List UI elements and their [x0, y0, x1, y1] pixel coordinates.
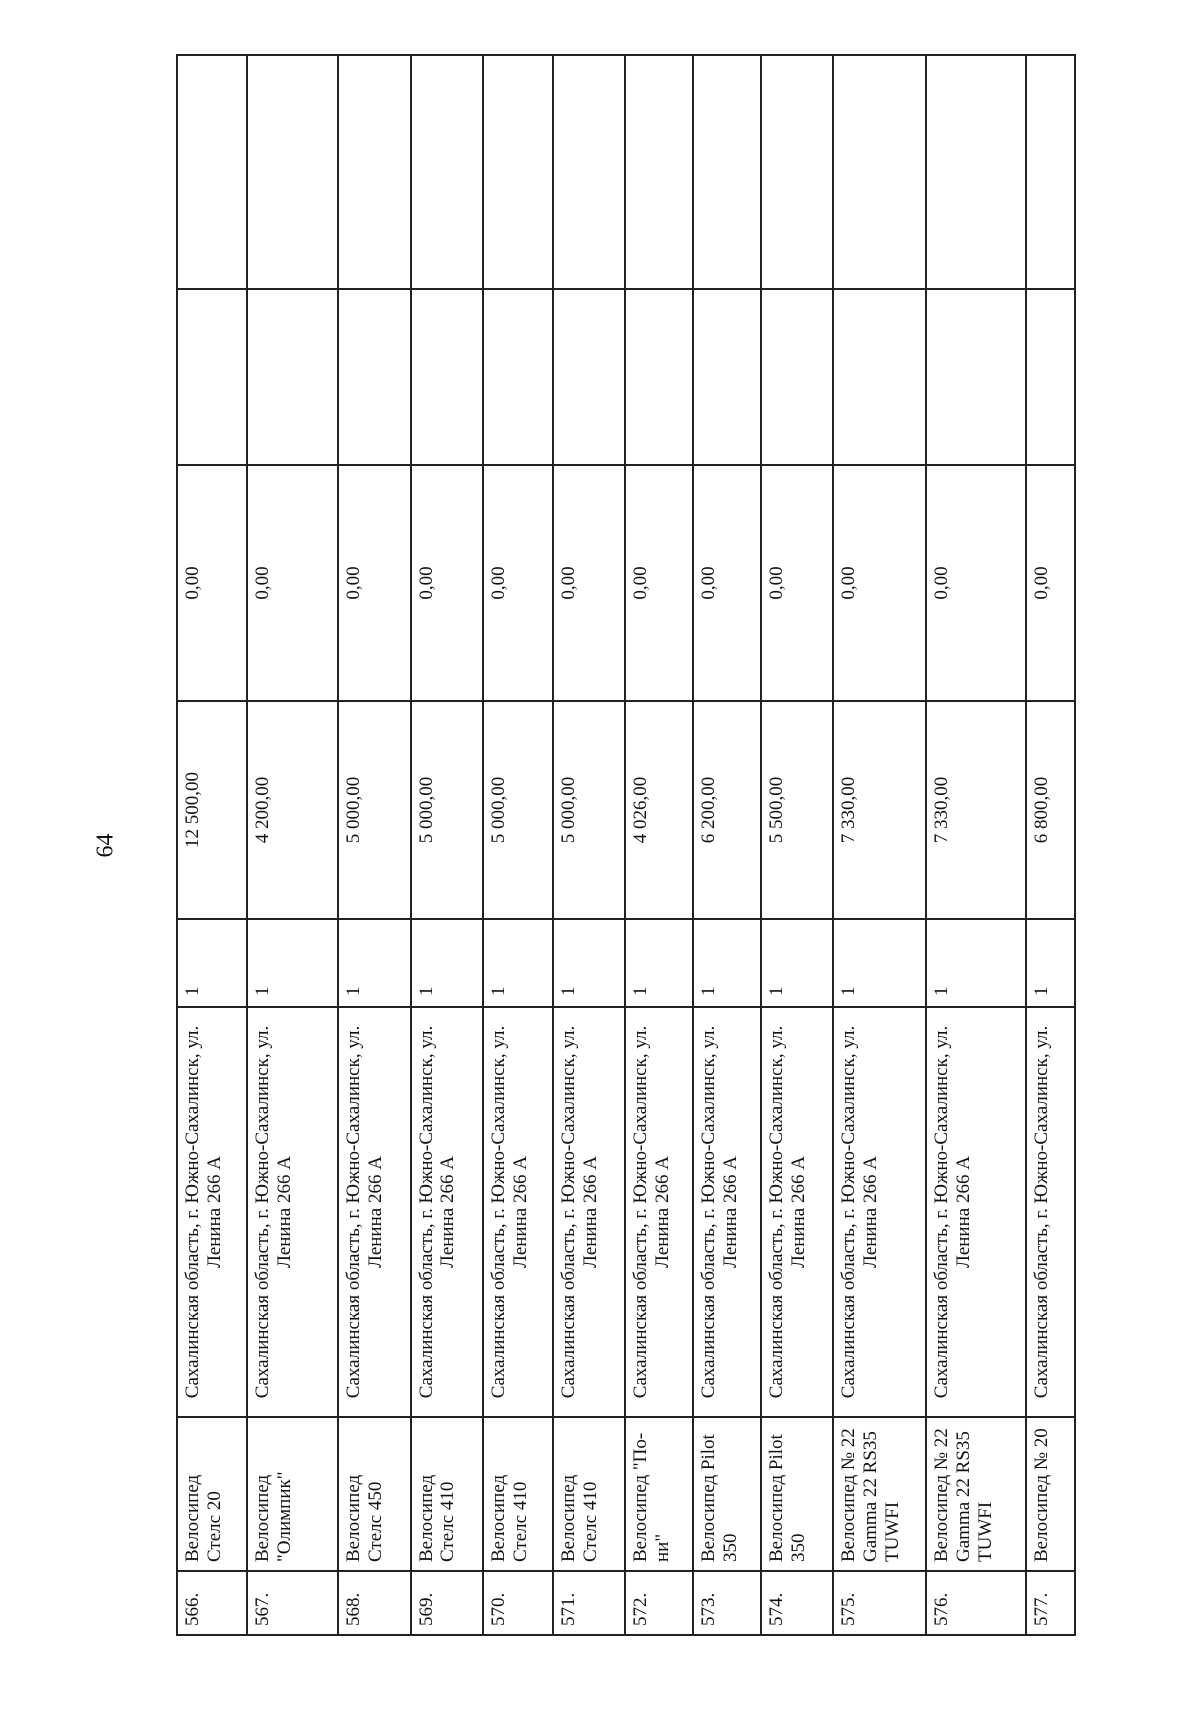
table-row	[625, 55, 693, 1635]
empty-cell	[1026, 289, 1075, 465]
residual-value: 0,00	[247, 465, 338, 701]
residual-value: 0,00	[411, 465, 483, 701]
residual-value: 0,00	[926, 465, 1026, 701]
asset-address: Сахалинская область, г. Южно-Сахалинск, ул. Ленина 266 А	[833, 1007, 926, 1417]
row-number: 576.	[926, 1571, 1026, 1635]
asset-quantity: 1	[247, 919, 338, 1007]
table-row	[483, 55, 553, 1635]
asset-price: 5 000,00	[338, 701, 410, 919]
asset-name: Велосипед Pilot 350	[693, 1417, 761, 1571]
asset-name: Велосипед № 20	[1026, 1417, 1075, 1571]
row-number: 577.	[1026, 1571, 1075, 1635]
asset-address: Сахалинская область, г. Южно-Сахалинск, ул. Ленина 266 А	[761, 1007, 833, 1417]
table-row	[338, 55, 410, 1635]
asset-quantity: 1	[926, 919, 1026, 1007]
asset-quantity: 1	[553, 919, 625, 1007]
asset-name: Велосипед Стелс 410	[483, 1417, 553, 1571]
asset-quantity: 1	[693, 919, 761, 1007]
asset-quantity: 1	[625, 919, 693, 1007]
empty-cell	[761, 289, 833, 465]
asset-name: Велосипед Pilot 350	[761, 1417, 833, 1571]
asset-price: 7 330,00	[833, 701, 926, 919]
asset-name: Велосипед Стелс 20	[177, 1417, 247, 1571]
asset-address: Сахалинская область, г. Южно-Сахалинск, ул. Ленина 266 А	[177, 1007, 247, 1417]
residual-value: 0,00	[833, 465, 926, 701]
asset-name: Велосипед Стелс 410	[553, 1417, 625, 1571]
empty-cell	[625, 55, 693, 289]
asset-name: Велосипед № 22 Gamma 22 RS35 TUWFI	[926, 1417, 1026, 1571]
empty-cell	[553, 55, 625, 289]
empty-cell	[338, 289, 410, 465]
asset-address: Сахалинская область, г. Южно-Сахалинск, ул. Ленина 266 А	[483, 1007, 553, 1417]
asset-address: Сахалинская область, г. Южно-Сахалинск, ул.	[1026, 1007, 1075, 1417]
asset-price: 7 330,00	[926, 701, 1026, 919]
asset-address: Сахалинская область, г. Южно-Сахалинск, ул. Ленина 266 А	[926, 1007, 1026, 1417]
asset-name: Велосипед Стелс 410	[411, 1417, 483, 1571]
empty-cell	[411, 55, 483, 289]
asset-price: 6 200,00	[693, 701, 761, 919]
row-number: 574.	[761, 1571, 833, 1635]
empty-cell	[411, 289, 483, 465]
residual-value: 0,00	[693, 465, 761, 701]
table-row	[247, 55, 338, 1635]
table-row	[1026, 55, 1075, 1635]
table-body	[177, 55, 1075, 1635]
asset-price: 4 200,00	[247, 701, 338, 919]
asset-quantity: 1	[1026, 919, 1075, 1007]
row-number: 569.	[411, 1571, 483, 1635]
table-row	[177, 55, 247, 1635]
residual-value: 0,00	[338, 465, 410, 701]
row-number: 573.	[693, 1571, 761, 1635]
empty-cell	[483, 289, 553, 465]
row-number: 571.	[553, 1571, 625, 1635]
asset-address: Сахалинская область, г. Южно-Сахалинск, ул. Ленина 266 А	[338, 1007, 410, 1417]
empty-cell	[247, 55, 338, 289]
table-row	[693, 55, 761, 1635]
residual-value: 0,00	[177, 465, 247, 701]
empty-cell	[833, 55, 926, 289]
empty-cell	[553, 289, 625, 465]
residual-value: 0,00	[553, 465, 625, 701]
row-number: 575.	[833, 1571, 926, 1635]
row-number: 568.	[338, 1571, 410, 1635]
asset-table	[176, 54, 1076, 1636]
asset-quantity: 1	[761, 919, 833, 1007]
asset-name: Велосипед Стелс 450	[338, 1417, 410, 1571]
asset-price: 5 000,00	[553, 701, 625, 919]
table-row	[926, 55, 1026, 1635]
asset-name: Велосипед № 22 Gamma 22 RS35 TUWFI	[833, 1417, 926, 1571]
asset-price: 12 500,00	[177, 701, 247, 919]
empty-cell	[761, 55, 833, 289]
empty-cell	[177, 289, 247, 465]
empty-cell	[338, 55, 410, 289]
asset-name: Велосипед "Олимпик"	[247, 1417, 338, 1571]
empty-cell	[625, 289, 693, 465]
row-number: 572.	[625, 1571, 693, 1635]
table-row	[411, 55, 483, 1635]
empty-cell	[483, 55, 553, 289]
asset-name: Велосипед "По-ни"	[625, 1417, 693, 1571]
residual-value: 0,00	[625, 465, 693, 701]
row-number: 566.	[177, 1571, 247, 1635]
asset-price: 5 500,00	[761, 701, 833, 919]
row-number: 567.	[247, 1571, 338, 1635]
asset-price: 4 026,00	[625, 701, 693, 919]
asset-address: Сахалинская область, г. Южно-Сахалинск, ул. Ленина 266 А	[625, 1007, 693, 1417]
empty-cell	[177, 55, 247, 289]
page-number: 64	[92, 833, 119, 858]
empty-cell	[693, 289, 761, 465]
empty-cell	[1026, 55, 1075, 289]
residual-value: 0,00	[761, 465, 833, 701]
table-container	[176, 56, 1076, 1636]
asset-address: Сахалинская область, г. Южно-Сахалинск, ул. Ленина 266 А	[693, 1007, 761, 1417]
table-row	[553, 55, 625, 1635]
asset-quantity: 1	[338, 919, 410, 1007]
asset-quantity: 1	[177, 919, 247, 1007]
empty-cell	[693, 55, 761, 289]
asset-address: Сахалинская область, г. Южно-Сахалинск, ул. Ленина 266 А	[553, 1007, 625, 1417]
empty-cell	[247, 289, 338, 465]
asset-quantity: 1	[411, 919, 483, 1007]
empty-cell	[833, 289, 926, 465]
asset-address: Сахалинская область, г. Южно-Сахалинск, ул. Ленина 266 А	[411, 1007, 483, 1417]
asset-price: 6 800,00	[1026, 701, 1075, 919]
row-number: 570.	[483, 1571, 553, 1635]
asset-quantity: 1	[483, 919, 553, 1007]
asset-address: Сахалинская область, г. Южно-Сахалинск, ул. Ленина 266 А	[247, 1007, 338, 1417]
empty-cell	[926, 55, 1026, 289]
table-row	[761, 55, 833, 1635]
residual-value: 0,00	[1026, 465, 1075, 701]
table-row	[833, 55, 926, 1635]
asset-price: 5 000,00	[411, 701, 483, 919]
empty-cell	[926, 289, 1026, 465]
asset-price: 5 000,00	[483, 701, 553, 919]
residual-value: 0,00	[483, 465, 553, 701]
asset-quantity: 1	[833, 919, 926, 1007]
